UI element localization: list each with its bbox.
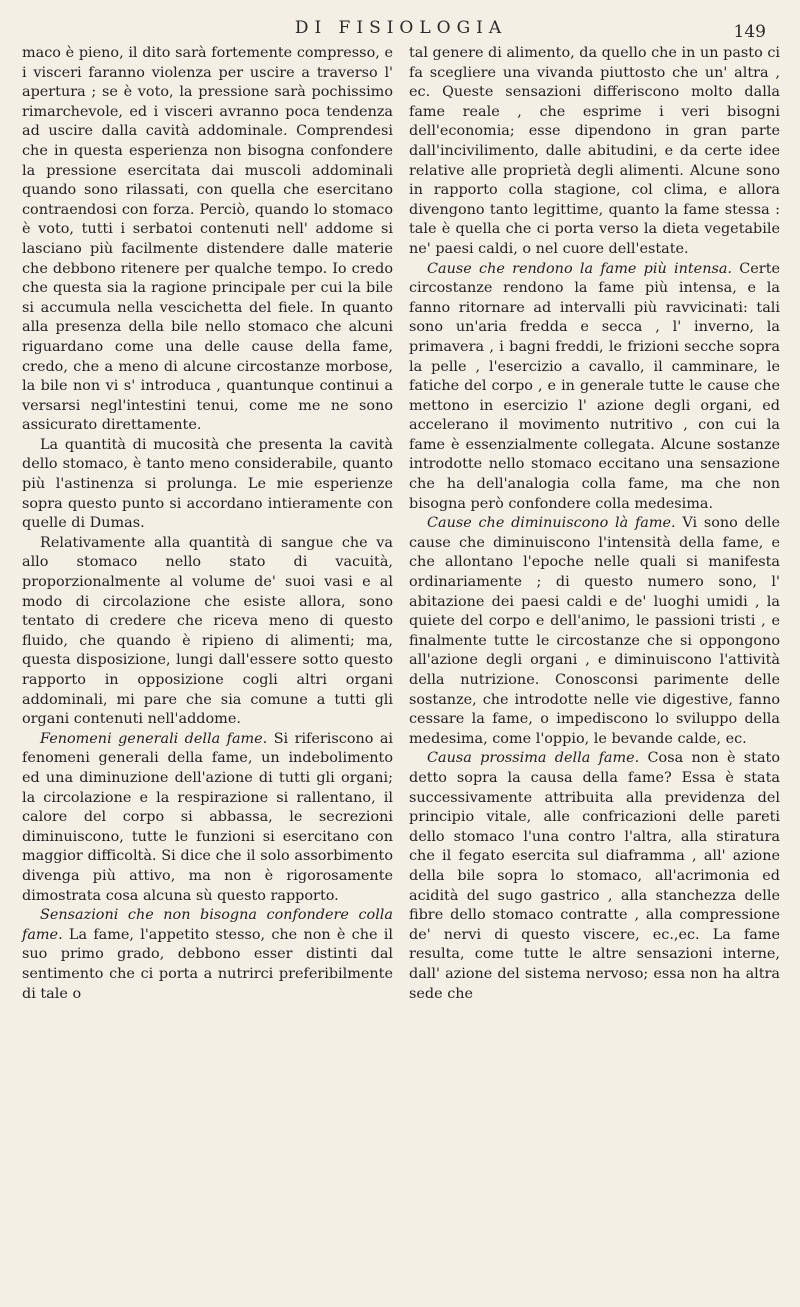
running-head (22, 14, 780, 44)
paragraph-text: maco è pieno, il dito sarà fortemente compresso, e i visceri faranno violenza per uscire a traverso l' apertura ; se è voto, la pressione sarà pochissimo rimarchevole, ed i visceri avranno poca tendenza ad uscire dalla cavità addominale. Comprendesi che in questa esperienza non bisogna confondere la pressione esercitata dai muscoli addominali quando sono rilassati, con quella che esercitano contraendosi con forza. Perciò, quando lo stomaco è voto, tutti i serbatoi contenuti nell' addome si lasciano più facilmente distendere dalle materie che debbono ritenere per qualche tempo. Io credo che questa sia la ragione principale per cui la bile si accumula nella vescichetta del fiele. In quanto alla presenza della bile nello stomaco che alcuni riguardano come una delle cause della fame, credo, che a meno di alcune circostanze morbose, la bile non vi s' introduca , quantunque continui a versarsi negl'intestini tenui, come me ne sono assicurato direttamente. (22, 45, 393, 434)
paragraph (409, 44, 780, 260)
running-title: DI FISIOLOGIA (294, 18, 508, 38)
paragraph (409, 749, 780, 1004)
paragraph-text: Certe circostanze rendono la fame più intensa, e la fanno ritornare ad intervalli più ravvicinati: tali sono un'aria fredda e secca , l' inverno, la primavera , i bagni freddi, le frizioni secche sopra la pelle , l'esercizio a cavallo, il camminare, le fatiche del corpo , e in generale tutte le cause che mettono in esercizio l' azione degli organi, ed accelerano il movimento nutritivo , con cui la fame è essenzialmente collegata. Alcune sostanze introdotte nello stomaco eccitano una sensazione che ha dell'analogia colla fame, ma che non bisogna però confondere colla medesima. (409, 260, 780, 512)
page-number: 149 (733, 22, 766, 42)
left-column (22, 44, 393, 1004)
paragraph (409, 514, 780, 749)
text-columns (22, 44, 780, 1004)
paragraph (409, 260, 780, 515)
paragraph-text: Vi sono delle cause che diminuiscono l'intensità della fame, e che allontano l'epoche nelle quali si manifesta ordinariamente ; di questo numero sono, l' abitazione dei paesi caldi e de' luoghi umidi , la quiete del corpo e dell'animo, le passioni tristi , e finalmente tutte le circostanze che si oppongono all'azione degli organi , e diminuiscono l'attività della nutrizione. Conosconsi parimente delle sostanze, che introdotte nelle vie digestive, fanno cessare la fame, o impediscono lo sviluppo della medesima, come l'oppio, le bevande calde, ec. (409, 515, 781, 747)
section-heading: Fenomeni generali della fame. (40, 730, 268, 747)
paragraph-text: La quantità di mucosità che presenta la cavità dello stomaco, è tanto meno considerabile, quanto più l'astinenza si prolunga. Le mie esperienze sopra questo punto si accordano intieramente con quelle di Dumas. (22, 436, 393, 532)
paragraph-text: Cosa non è stato detto sopra la causa della fame? Essa è stata successivamente attribuita alla previdenza del principio vitale, alle confricazioni delle pareti dello stomaco l'una contro l'altra, alla stiratura che il fegato esercita sul diaframma , all' azione della bile sopra lo stomaco, all'acrimonia ed acidità del sugo gastrico , alla stanchezza delle fibre dello stomaco contratte , alla compressione de' nervi di questo viscere, ec.,ec. La fame resulta, come tutte le altre sensazioni interne, dall' azione del sistema nervoso; essa non ha altra sede che (409, 750, 780, 1002)
right-column (409, 44, 780, 1004)
section-heading: Sensazioni che non bisogna confondere colla fame. (22, 907, 393, 943)
paragraph (22, 436, 393, 534)
section-heading: Causa prossima della fame. (427, 750, 640, 767)
section-heading: Cause che diminuiscono là fame. (427, 515, 676, 532)
paragraph (22, 906, 393, 1004)
paragraph (22, 44, 393, 436)
section-heading: Cause che rendono la fame più intensa. (427, 260, 732, 277)
paragraph (22, 534, 393, 730)
paragraph-text: Si riferiscono ai fenomeni generali della fame, un indebolimento ed una diminuzione dell'azione di tutti gli organi; la circolazione e la respirazione si rallentano, il calore del corpo si abbassa, le secrezioni diminuiscono, tutte le funzioni si esercitano con maggior difficoltà. Si dice che il solo assorbimento divenga più attivo, ma non è rigorosamente dimostrata cosa alcuna sù questo rapporto. (22, 730, 394, 904)
paragraph (22, 730, 393, 906)
paragraph-text: tal genere di alimento, da quello che in un pasto ci fa scegliere una vivanda piuttosto che un' altra , ec. Queste sensazioni differiscono molto dalla fame reale , che esprime i veri bisogni dell'economia; esse dipendono in gran parte dall'incivilimento, dalle abitudini, e da certe idee relative alle proprietà degli alimenti. Alcune sono in rapporto colla stagione, col clima, e allora divengono tanto legittime, quanto la fame stessa : tale è quella che ci porta verso la dieta vegetabile ne' paesi caldi, o nel cuore dell'estate. (409, 45, 780, 257)
paragraph-text: La fame, l'appetito stesso, che non è che il suo primo grado, debbono esser distinti dal sentimento che ci porta a nutrirci preferibilmente di tale o (22, 926, 393, 1002)
paragraph-text: Relativamente alla quantità di sangue che va allo stomaco nello stato di vacuità, proporzionalmente al volume de' suoi vasi e al modo di circolazione che esiste allora, sono tentato di credere che riceva meno di questo fluido, che quando è ripieno di alimenti; ma, questa disposizione, lungi dall'essere sotto questo rapporto in opposizione cogli altri organi addominali, mi pare che sia comune a tutti gli organi contenuti nell'addome. (22, 534, 393, 728)
